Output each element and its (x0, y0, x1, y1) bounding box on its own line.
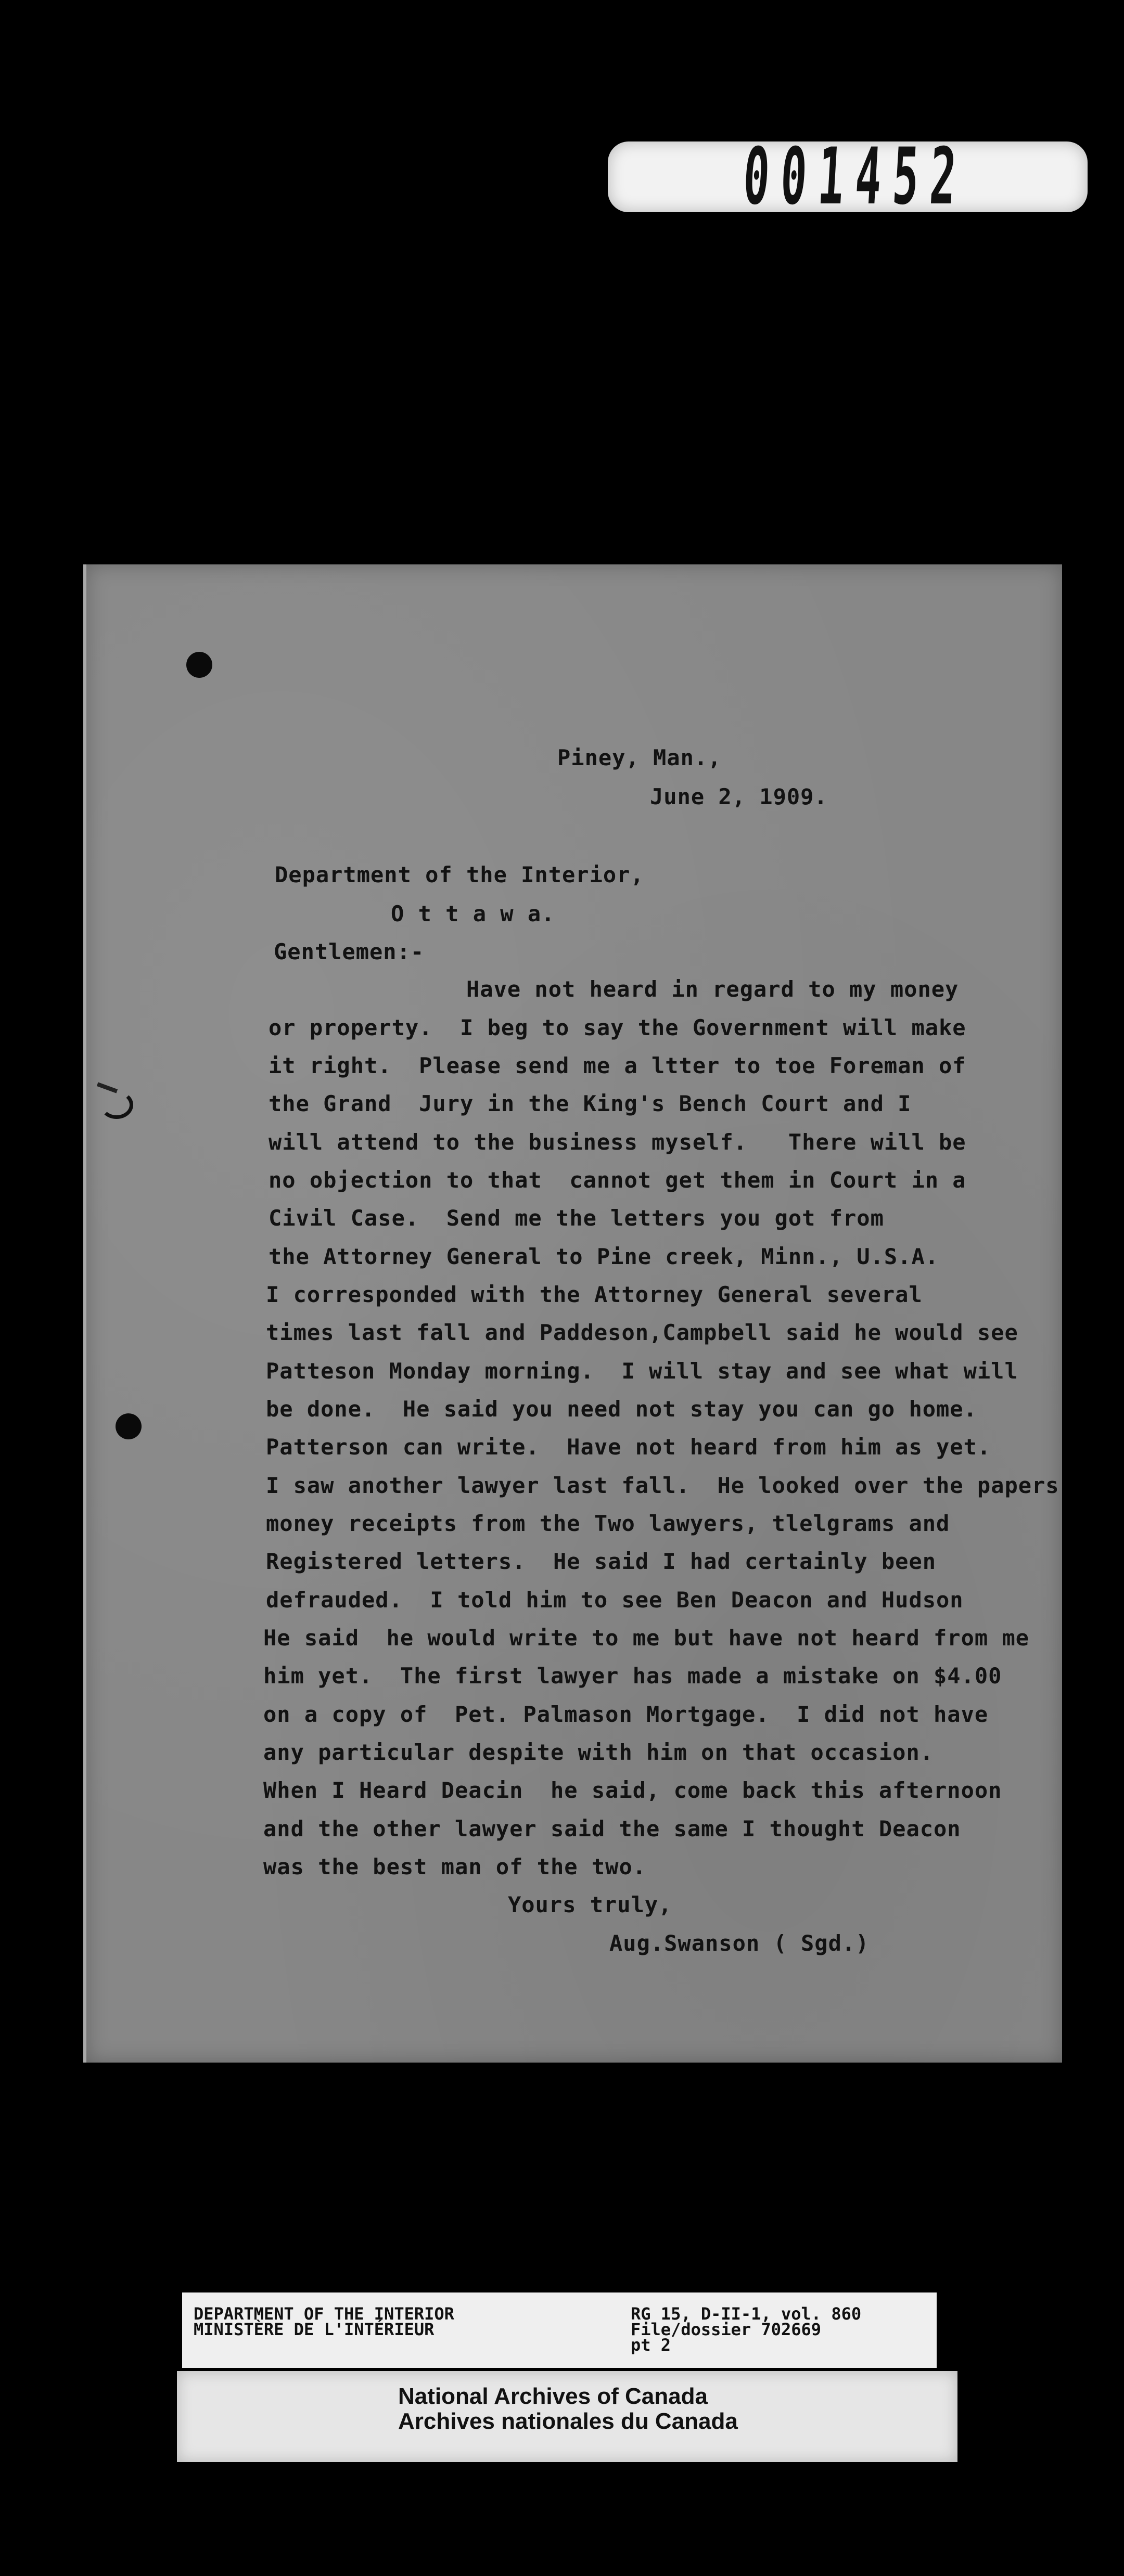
frame-number-stamp (608, 132, 1088, 222)
salutation: Gentlemen:- (274, 939, 425, 964)
body-line: be done. He said you need not stay you can go home. (266, 1396, 977, 1422)
body-line: Patterson can write. Have not heard from him as yet. (266, 1434, 991, 1460)
body-line: defrauded. I told him to see Ben Deacon and Hudson (266, 1587, 964, 1613)
recipient-line: Department of the Interior, (275, 862, 644, 887)
letter-text (86, 564, 1062, 2063)
letter-place: Piney, Man., (557, 745, 722, 770)
body-line: When I Heard Deacin he said, come back this afternoon (263, 1778, 1002, 1803)
body-line: Patteson Monday morning. I will stay and see what will (266, 1358, 1018, 1384)
body-line: it right. Please send me a ltter to toe Foreman of (269, 1053, 966, 1078)
body-line: I saw another lawyer last fall. He looked over the papers (266, 1473, 1059, 1498)
letter-page (83, 564, 1062, 2063)
body-line: the Attorney General to Pine creek, Minn., U.S.A. (269, 1244, 939, 1269)
body-line: money receipts from the Two lawyers, tlelgrams and (266, 1511, 950, 1536)
body-line: on a copy of Pet. Palmason Mortgage. I did not have (263, 1702, 989, 1727)
reference-line: RG 15, D-II-1, vol. 860 (631, 2304, 862, 2324)
department-names (194, 2306, 454, 2337)
body-line: or property. I beg to say the Government will make (269, 1015, 966, 1040)
archives-label (177, 2371, 957, 2462)
archives-name-en: National Archives of Canada (398, 2384, 708, 2409)
body-line: no objection to that cannot get them in Court in a (269, 1167, 966, 1193)
reference-line: pt 2 (631, 2335, 671, 2355)
frame-number: 001452 (740, 132, 970, 222)
body-line: Registered letters. He said I had certainly been (266, 1549, 937, 1574)
body-line: will attend to the business myself. There will be (269, 1129, 966, 1155)
body-line: I corresponded with the Attorney General several (266, 1282, 923, 1307)
reference-line: File/dossier 702669 (631, 2320, 822, 2339)
archives-name-fr: Archives nationales du Canada (398, 2408, 738, 2434)
recipient-line: O t t a w a. (391, 901, 555, 926)
body-line: and the other lawyer said the same I thought Deacon (263, 1816, 961, 1841)
body-line: Civil Case. Send me the letters you got from (269, 1205, 884, 1231)
body-line: was the best man of the two. (263, 1854, 647, 1879)
body-line: him yet. The first lawyer has made a mistake on $4.00 (263, 1663, 1002, 1689)
reference-numbers (631, 2306, 861, 2353)
body-line: any particular despite with him on that occasion. (263, 1740, 934, 1765)
body-line: He said he would write to me but have not heard from me (263, 1625, 1030, 1651)
body-line: times last fall and Paddeson,Campbell said he would see (266, 1320, 1018, 1345)
department-fr: MINISTÈRE DE L'INTÉRIEUR (194, 2320, 435, 2339)
letter-date: June 2, 1909. (650, 784, 828, 809)
body-line: Have not heard in regard to my money (466, 976, 959, 1002)
closing: Yours truly, (508, 1892, 672, 1917)
signature: Aug.Swanson ( Sgd.) (609, 1930, 870, 1956)
body-line: the Grand Jury in the King's Bench Court and I (269, 1091, 912, 1116)
department-en: DEPARTMENT OF THE INTERIOR (194, 2304, 454, 2324)
archive-reference-label (182, 2292, 937, 2368)
